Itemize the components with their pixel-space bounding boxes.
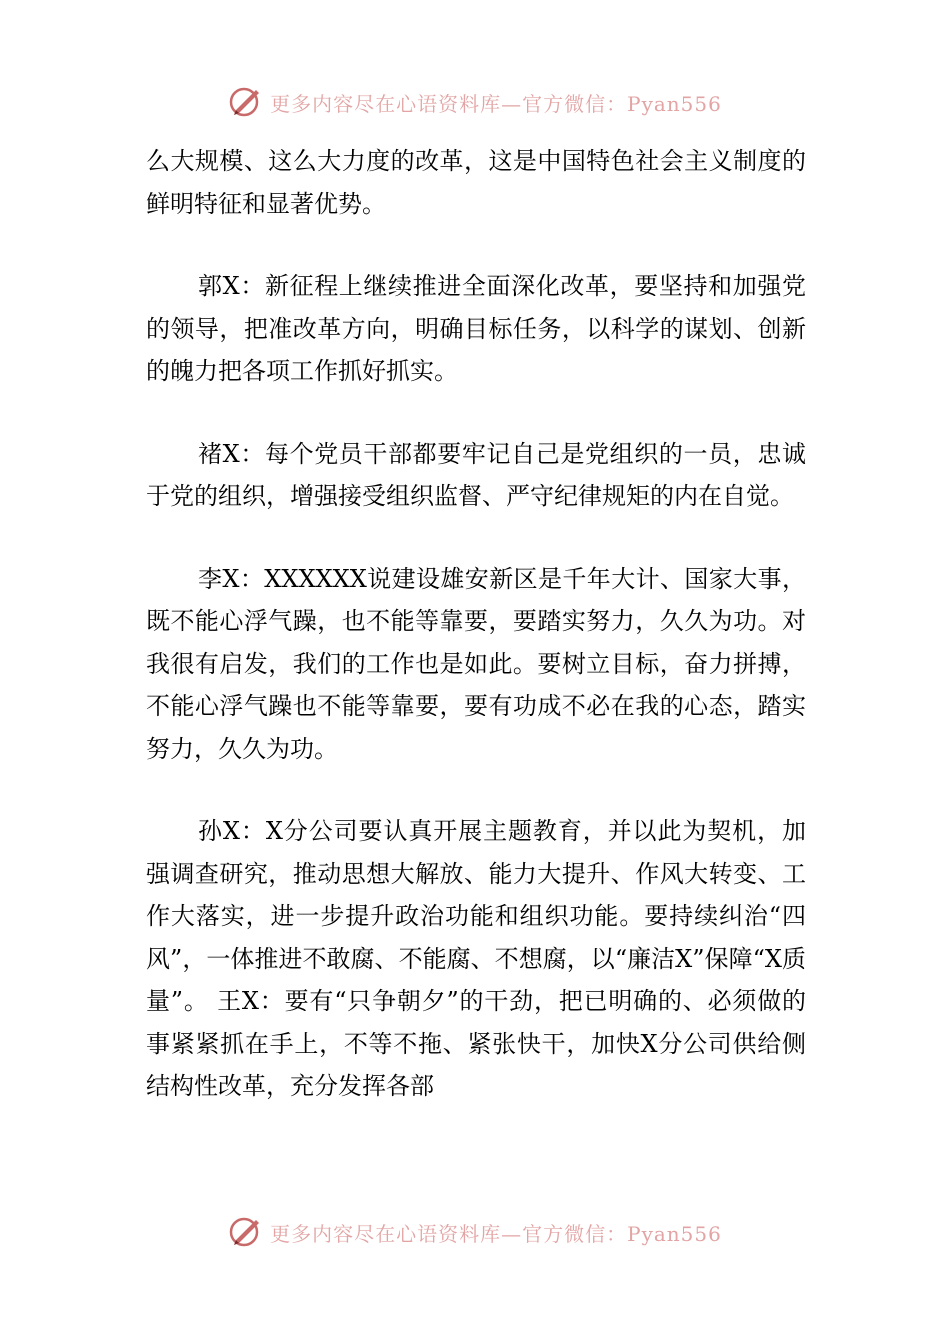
document-body [146,140,806,1148]
banner-text: 更多内容尽在心语资料库—官方微信：Pyan556 [270,1221,722,1246]
paragraph: 郭X：新征程上继续推进全面深化改革，要坚持和加强党的领导，把准改革方向，明确目标任务，以科学的谋划、创新的魄力把各项工作抓好抓实。 [146,272,806,385]
paragraph: 孙X：X分公司要认真开展主题教育，并以此为契机，加强调查研究，推动思想大解放、能力大提升、作风大转变、工作大落实，进一步提升政治功能和组织功能。要持续纠治“四风”，一体推进不敢腐、不能腐、不想腐，以“廉洁X”保障“X质量”。 王X：要有“只争朝夕”的干劲，把已明确的、必须做的事紧紧抓在手上，不等不拖、紧张快干，加快X分公司供给侧结构性改革，充分发挥各部 [146,817,806,1100]
header-banner [0,82,950,122]
paragraph: 么大规模、这么大力度的改革，这是中国特色社会主义制度的鲜明特征和显著优势。 [146,147,806,218]
pen-logo-icon [228,84,264,120]
banner-text: 更多内容尽在心语资料库—官方微信：Pyan556 [270,91,722,116]
pen-logo-icon [228,1214,264,1250]
paragraph: 褚X：每个党员干部都要牢记自己是党组织的一员，忠诚于党的组织，增强接受组织监督、严守纪律规矩的内在自觉。 [146,439,806,510]
footer-banner [0,1212,950,1252]
paragraph: 李X：XXXXXX说建设雄安新区是千年大计、国家大事，既不能心浮气躁，也不能等靠要，要踏实努力，久久为功。对我很有启发，我们的工作也是如此。要树立目标，奋力拼搏，不能心浮气躁也不能等靠要，要有功成不必在我的心态，踏实努力，久久为功。 [146,564,806,763]
